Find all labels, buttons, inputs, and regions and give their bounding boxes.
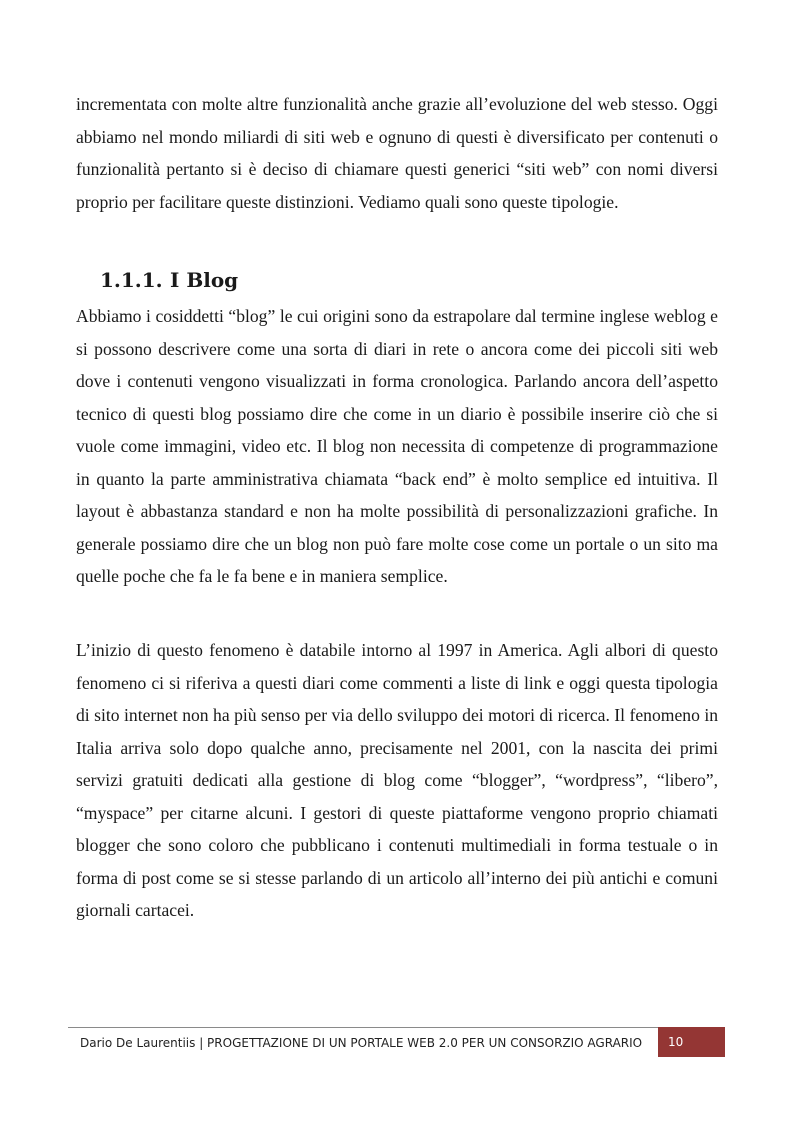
footer-divider (68, 1027, 658, 1028)
body-paragraph-blog-definition: Abbiamo i cosiddetti “blog” le cui origini sono da estrapolare dal termine inglese weblog e si possono descrivere come una sorta di diari in rete o ancora come dei piccoli siti web dove i contenuti vengono visualizzati in forma cronologica. Parlando ancora dell’aspetto tecnico di questi blog possiamo dire che come in un diario è possibile inserire ciò che si vuole come immagini, video etc. Il blog non necessita di competenze di programmazione in quanto la parte amministrativa chiamata “back end” è molto semplice ed intuitiva. Il layout è abbastanza standard e non ha molte possibilità di personalizzazioni grafiche. In generale possiamo dire che un blog non può fare molte cose come un portale o un sito ma quelle poche che fa le fa bene e in maniera semplice. (76, 306, 718, 586)
section-number: 1.1.1. (100, 268, 163, 292)
footer-running-title: Dario De Laurentiis | PROGETTAZIONE DI UN PORTALE WEB 2.0 PER UN CONSORZIO AGRARIO (80, 1036, 643, 1050)
body-paragraph-blog-history: L’inizio di questo fenomeno è databile intorno al 1997 in America. Agli albori di questo fenomeno ci si riferiva a questi diari come commenti a liste di link e oggi questa tipologia di sito internet non ha più senso per via dello sviluppo dei motori di ricerca. Il fenomeno in Italia arriva solo dopo qualche anno, precisamente nel 2001, con la nascita dei primi servizi gratuiti dedicati alla gestione di blog come “blogger”, “wordpress”, “libero”, “myspace” per citarne alcuni. I gestori di queste piattaforme vengono proprio chiamati blogger che sono coloro che pubblicano i contenuti multimediali in forma testuale o in forma di post come se si stesse parlando di un articolo all’interno dei più antichi e comuni giornali cartacei. (76, 640, 718, 920)
page-number-badge: 10 (658, 1027, 725, 1057)
section-heading (100, 264, 238, 296)
section-title: I Blog (170, 268, 239, 292)
body-paragraph-intro: incrementata con molte altre funzionalità anche grazie all’evoluzione del web stesso. Oggi abbiamo nel mondo miliardi di siti web e ognuno di questi è diversificato per contenuti o funzionalità pertanto si è deciso di chiamare questi generici “siti web” con nomi diversi proprio per facilitare queste distinzioni. Vediamo quali sono queste tipologie. (76, 94, 718, 212)
